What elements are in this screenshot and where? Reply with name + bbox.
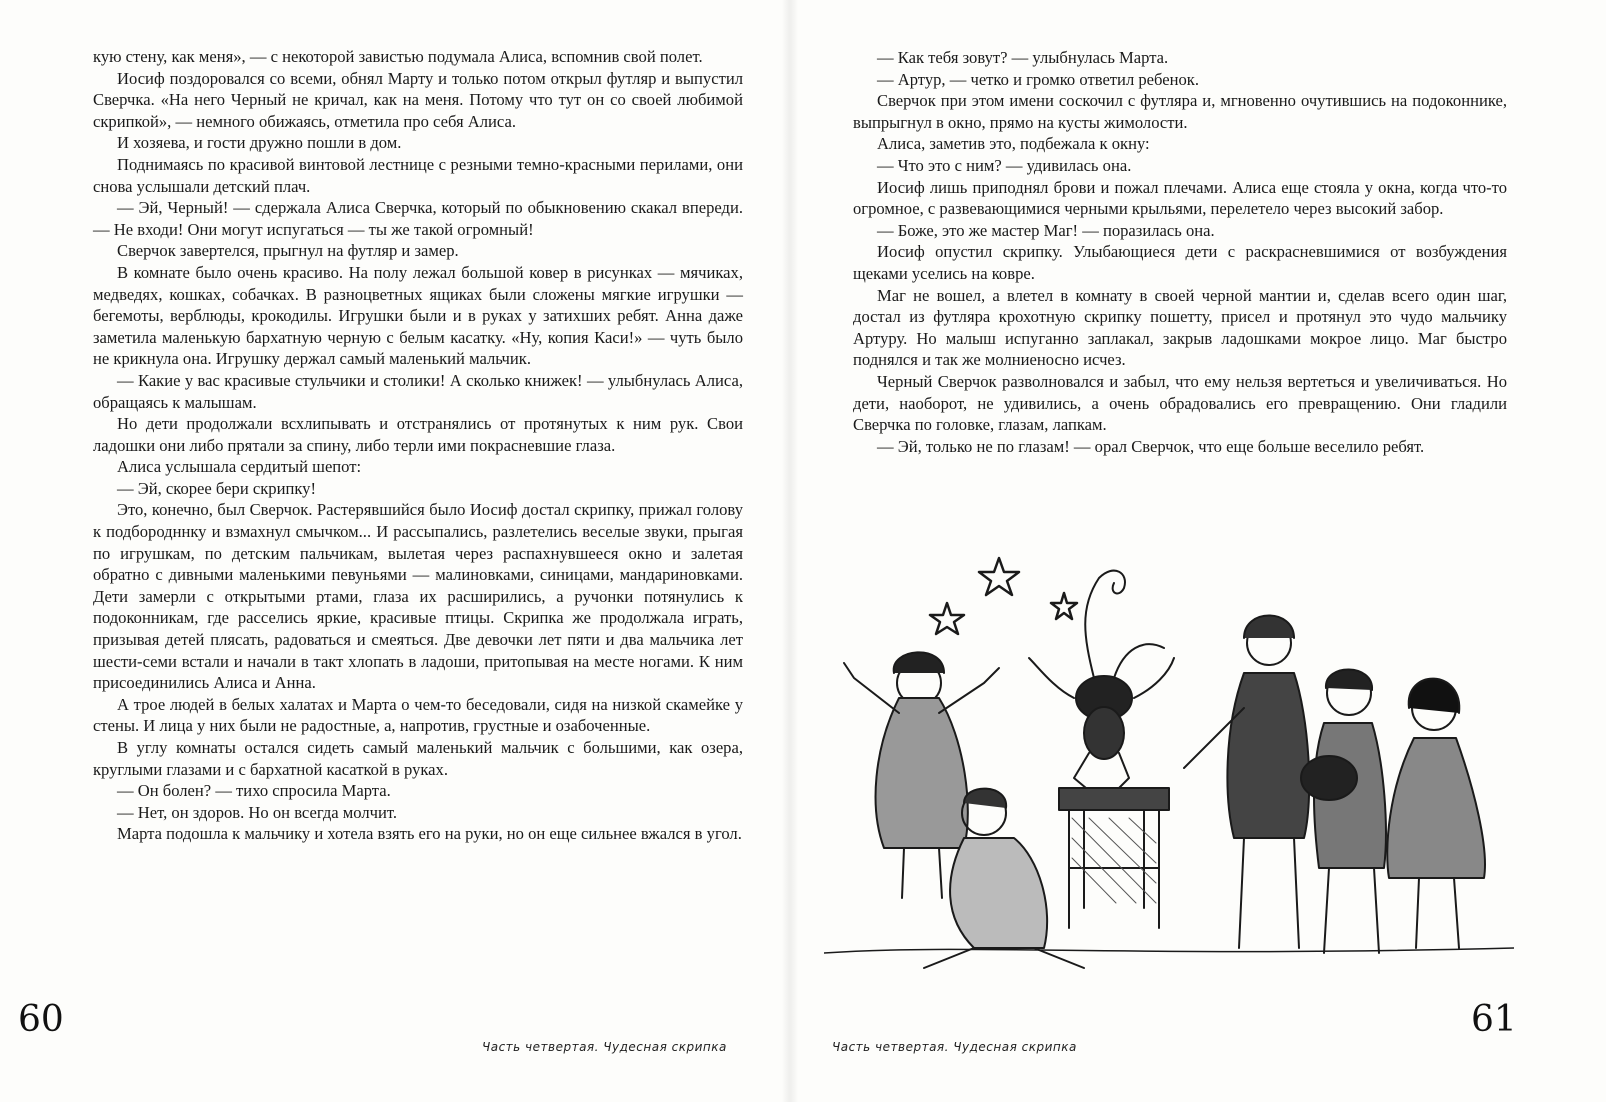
paragraph: кую стену, как меня», — с некоторой завистью подумала Алиса, вспомнив свой полет. [93,47,703,66]
ink-drawing [824,548,1514,978]
paragraph: Алиса, заметив это, подбежала к окну: [877,134,1150,154]
paragraph: А трое людей в белых халатах и Марта о чем-то беседовали, сидя на низкой скамейке у стены. И лица у них были не радостные, а, напротив, грустные и озабоченные. [93,694,743,736]
star-icon [1051,593,1077,619]
paragraph: — Что это с ним? — удивилась она. [877,155,1132,175]
paragraph: — Эй, Черный! — сдержала Алиса Сверчка, который по обыкновению скакал впереди. — Не входи! Они могут испугаться — ты же такой огромный! [93,198,743,239]
paragraph: — Как тебя зовут? — улыбнулась Марта. [877,48,1169,67]
left-page-text [93,46,743,845]
paragraph: В комнате было очень красиво. На полу лежал большой ковер в рисунках — мячиках, медведях, кошках, собачках. В разноцветных ящиках были сложены мягкие игрушки — бегемоты, верблюды, крокодилы. Игрушки были и в руках у затихших ребят. Анна даже заметила маленькую бархатную черную с белым касатку. «Ну, копия Каси!» — чуть было не крикнула она. Игрушку держал самый маленький мальчик. [93,262,743,369]
page-number: 61 [1471,999,1517,1040]
stool [1059,788,1169,928]
paragraph: Маг не вошел, а влетел в комнату в своей черной мантии и, сделав всего один шаг, достал из футляра крохотную скрипку пошетту, присел и протянул это чудо мальчику Артуру. Но малыш испуганно заплакал, закрыв ладошками мокрое лицо. Маг быстро поднялся и так же молниеносно исчез. [853,285,1507,370]
paragraph: Сверчок завертелся, прыгнул на футляр и замер. [117,241,459,261]
boy-with-toy-figure [1301,669,1386,953]
girl-figure-right [1387,679,1485,948]
paragraph: — Он болен? — тихо спросила Марта. [117,781,391,801]
paragraph: В углу комнаты остался сидеть самый маленький мальчик с большими, как озера, круглыми глазами и с бархатной касаткой в руках. [93,738,743,779]
right-page [790,0,1606,1102]
page-number: 60 [18,999,64,1040]
paragraph: Поднимаясь по красивой винтовой лестнице с резными темно-красными перилами, они снова услышали детский плач. [93,154,743,196]
paragraph: Черный Сверчок разволновался и забыл, что ему нельзя вертеться и увеличиваться. Но дети, наоборот, не удивились, а очень обрадовались его превращению. Они гладили Сверчка по головке, глазам, лапкам. [853,371,1507,435]
paragraph: И хозяева, и гости дружно пошли в дом. [117,133,402,153]
running-footer: Часть четвертая. Чудесная скрипка [482,1040,727,1054]
paragraph: Это, конечно, был Сверчок. Растерявшийся было Иосиф достал скрипку, прижал голову к подбородннку и взмахнул смычком... И рассыпались, разлетелись веселые звуки, прыгая по игрушкам, по детским пальчикам, вылетая через распахнувшееся окно и залетая обратно с дивными маленькими певуньями — малиновками, синицами, мандариновками. Дети замерли с открытыми ртами, глаза их расширились, а ручонки потянулись к подоконникам, где расселись яркие, красивые птицы. Скрипка же продолжала играть, призывая детей плясать, радоваться и смеяться. Две девочки лет пяти и два мальчика лет шести-семи встали и начали в такт хлопать в ладоши, притопывая на месте ногами. К ним присоединились Алиса и Анна. [93,500,743,693]
star-icon [930,603,964,634]
paragraph: — Эй, скорее бери скрипку! [117,478,316,498]
cricket-children-illustration [824,548,1514,978]
paragraph: Иосиф опустил скрипку. Улыбающиеся дети с раскрасневшимися от возбуждения щеками уселись на ковре. [853,242,1507,283]
paragraph: Сверчок при этом имени соскочил с футляра и, мгновенно очутившись на подоконнике, выпрыгнул в окно, прямо на кусты жимолости. [853,91,1507,132]
paragraph: — Какие у вас красивые стульчики и столики! А сколько книжек! — улыбнулась Алиса, обращаясь к малышам. [93,370,743,412]
paragraph: Марта подошла к мальчику и хотела взять его на руки, но он еще сильнее вжался в угол. [117,824,742,844]
boy-standing-figure [1184,616,1309,949]
paragraph: — Нет, он здоров. Но он всегда молчит. [117,802,398,822]
star-icon [979,558,1019,595]
paragraph: Но дети продолжали всхлипывать и отстранялись от протянутых к ним рук. Свои ладошки они либо прятали за спину, либо терли ими покрасневшие глаза. [93,414,743,455]
right-page-text [853,47,1507,457]
paragraph: Иосиф поздоровался со всеми, обнял Марту и только потом открыл футляр и выпустил Сверчка. «На него Черный не кричал, как на меня. Потому что тут он со своей любимой скрипкой», — немного обижаясь, отметила про себя Алиса. [93,68,743,131]
paragraph: — Боже, это же мастер Маг! — поразилась она. [877,220,1215,240]
paragraph: Алиса услышала сердитый шепот: [117,457,362,477]
running-footer: Часть четвертая. Чудесная скрипка [832,1040,1077,1054]
paragraph: Иосиф лишь приподнял брови и пожал плечами. Алиса еще стояла у окна, когда что-то огромное, с развевающимися черными крыльями, перелетело через высокий забор. [853,177,1507,219]
left-page [0,0,790,1102]
paragraph: — Артур, — четко и громко ответил ребенок. [877,69,1200,89]
paragraph: — Эй, только не по глазам! — орал Сверчок, что еще больше веселило ребят. [877,436,1425,456]
